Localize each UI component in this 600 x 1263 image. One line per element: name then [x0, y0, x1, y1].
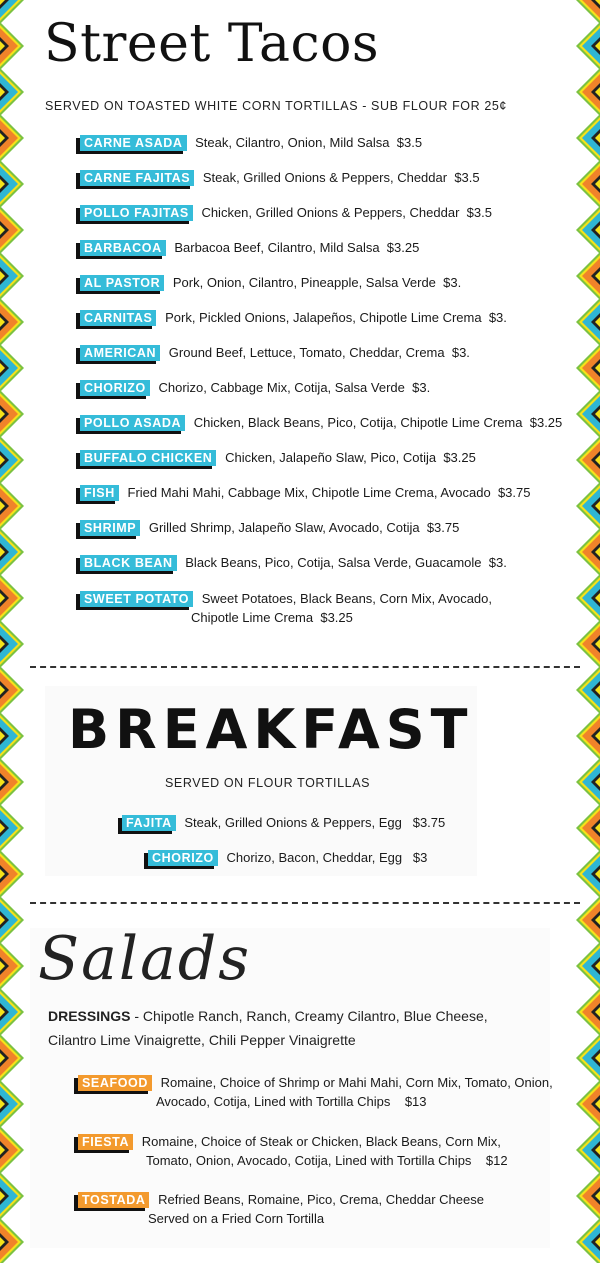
item-price: $3 [412, 850, 428, 865]
border-diamond [0, 22, 24, 70]
border-diamond [576, 206, 600, 254]
border-diamond [0, 942, 24, 990]
item-name-tag: TOSTADA [78, 1192, 149, 1208]
border-diamond [576, 436, 600, 484]
item-desc-line2 [78, 1151, 508, 1170]
menu-item [80, 413, 562, 432]
item-name-tag: BUFFALO CHICKEN [80, 450, 216, 466]
item-desc-continued: Avocado, Cotija, Lined with Tortilla Chips [156, 1094, 391, 1109]
item-desc: Refried Beans, Romaine, Pico, Crema, Cheddar Cheese [158, 1192, 484, 1207]
border-diamond [576, 1218, 600, 1263]
street-tacos-subtitle: SERVED ON TOASTED WHITE CORN TORTILLAS - SUB FLOUR FOR 25¢ [45, 99, 507, 113]
item-desc: Chorizo, Cabbage Mix, Cotija, Salsa Verde [158, 380, 405, 395]
border-diamond [0, 68, 24, 116]
border-diamond [576, 160, 600, 208]
right-decorative-border [576, 0, 600, 1263]
menu-item [80, 343, 470, 362]
item-desc: Sweet Potatoes, Black Beans, Corn Mix, Avocado, [201, 591, 492, 606]
item-desc: Romaine, Choice of Shrimp or Mahi Mahi, Corn Mix, Tomato, Onion, [160, 1075, 553, 1090]
menu-item [80, 273, 461, 292]
item-desc: Barbacoa Beef, Cilantro, Mild Salsa [174, 240, 380, 255]
menu-item [122, 813, 445, 832]
dressings-label: DRESSINGS [48, 1008, 131, 1024]
item-desc-line2 [78, 1209, 484, 1228]
salads-title: Salads [38, 924, 252, 994]
item-desc: Chicken, Black Beans, Pico, Cotija, Chipotle Lime Crema [193, 415, 523, 430]
border-diamond [576, 850, 600, 898]
border-diamond [576, 620, 600, 668]
item-price: $3.75 [497, 485, 531, 500]
item-price: $3. [488, 310, 507, 325]
border-diamond [576, 252, 600, 300]
item-price: $3.75 [412, 815, 446, 830]
item-desc: Pork, Pickled Onions, Jalapeños, Chipotle Lime Crema [165, 310, 482, 325]
item-name-tag: POLLO FAJITAS [80, 205, 193, 221]
item-desc: Steak, Grilled Onions & Peppers, Cheddar [202, 170, 448, 185]
dressings-text [48, 1004, 528, 1052]
breakfast-title: BREAKFAST [68, 698, 474, 761]
menu-item [80, 553, 507, 572]
border-diamond [576, 528, 600, 576]
item-name-tag: FISH [80, 485, 119, 501]
border-diamond [0, 436, 24, 484]
border-diamond [576, 1080, 600, 1128]
border-diamond [0, 804, 24, 852]
item-desc: Black Beans, Pico, Cotija, Salsa Verde, Guacamole [185, 555, 482, 570]
border-diamond [0, 666, 24, 714]
item-name-tag: SWEET POTATO [80, 591, 193, 607]
border-diamond [576, 1126, 600, 1174]
border-diamond [576, 1172, 600, 1220]
item-desc-continued: Tomato, Onion, Avocado, Cotija, Lined with Tortilla Chips [146, 1153, 472, 1168]
border-diamond [0, 160, 24, 208]
border-diamond [576, 712, 600, 760]
item-price: $3. [443, 275, 462, 290]
border-diamond [0, 298, 24, 346]
menu-item [78, 1073, 553, 1111]
border-diamond [576, 942, 600, 990]
border-diamond [0, 1172, 24, 1220]
item-price: $3.5 [466, 205, 492, 220]
border-diamond [0, 390, 24, 438]
item-name-tag: SHRIMP [80, 520, 140, 536]
section-divider [30, 902, 580, 904]
item-name-tag: BARBACOA [80, 240, 166, 256]
border-diamond [0, 758, 24, 806]
menu-item [80, 448, 476, 467]
menu-item [80, 168, 480, 187]
item-desc: Steak, Grilled Onions & Peppers, Egg [184, 815, 402, 830]
border-diamond [0, 712, 24, 760]
item-desc: Chorizo, Bacon, Cheddar, Egg [226, 850, 403, 865]
border-diamond [0, 206, 24, 254]
menu-item [80, 518, 459, 537]
menu-item [148, 848, 427, 867]
item-price: $3. [451, 345, 470, 360]
item-price: $13 [404, 1094, 427, 1109]
item-name-tag: CHORIZO [80, 380, 150, 396]
item-price: $3.25 [443, 450, 476, 465]
menu-item [80, 378, 430, 397]
item-price: $3.5 [454, 170, 480, 185]
menu-item [80, 133, 422, 152]
border-diamond [0, 850, 24, 898]
item-price: $3.25 [529, 415, 563, 430]
border-diamond [0, 1080, 24, 1128]
item-desc: Pork, Onion, Cilantro, Pineapple, Salsa Verde [172, 275, 436, 290]
item-desc-line2 [78, 1092, 553, 1111]
item-name-tag: SEAFOOD [78, 1075, 152, 1091]
border-diamond [0, 344, 24, 392]
border-diamond [576, 298, 600, 346]
breakfast-subtitle: SERVED ON FLOUR TORTILLAS [165, 776, 371, 790]
border-diamond [576, 114, 600, 162]
border-diamond [576, 574, 600, 622]
item-name-tag: AMERICAN [80, 345, 160, 361]
border-diamond [0, 482, 24, 530]
menu-item [80, 238, 419, 257]
border-diamond [576, 666, 600, 714]
item-price: $3.75 [426, 520, 460, 535]
item-name-tag: FIESTA [78, 1134, 133, 1150]
border-diamond [0, 1218, 24, 1263]
border-diamond [0, 0, 24, 24]
menu-item [80, 483, 531, 502]
item-desc: Fried Mahi Mahi, Cabbage Mix, Chipotle Lime Crema, Avocado [127, 485, 491, 500]
border-diamond [576, 0, 600, 24]
item-desc: Romaine, Choice of Steak or Chicken, Black Beans, Corn Mix, [141, 1134, 501, 1149]
item-desc: Grilled Shrimp, Jalapeño Slaw, Avocado, Cotija [148, 520, 420, 535]
left-decorative-border [0, 0, 24, 1263]
border-diamond [0, 114, 24, 162]
item-desc-continued: Served on a Fried Corn Tortilla [148, 1211, 325, 1226]
item-price: $3.25 [386, 240, 420, 255]
border-diamond [576, 804, 600, 852]
border-diamond [576, 344, 600, 392]
item-name-tag: POLLO ASADA [80, 415, 185, 431]
item-price: $3. [412, 380, 431, 395]
item-name-tag: AL PASTOR [80, 275, 164, 291]
section-divider [30, 666, 580, 668]
border-diamond [0, 1034, 24, 1082]
border-diamond [0, 574, 24, 622]
border-diamond [0, 988, 24, 1036]
border-diamond [0, 620, 24, 668]
item-name-tag: BLACK BEAN [80, 555, 177, 571]
street-tacos-title: Street Tacos [44, 14, 380, 74]
border-diamond [576, 22, 600, 70]
border-diamond [0, 252, 24, 300]
item-desc-continued: Chipotle Lime Crema [191, 610, 314, 625]
item-desc-line2 [80, 608, 492, 627]
item-name-tag: CARNITAS [80, 310, 156, 326]
menu-item [80, 308, 507, 327]
item-name-tag: CARNE ASADA [80, 135, 187, 151]
border-diamond [576, 68, 600, 116]
border-diamond [576, 482, 600, 530]
border-diamond [0, 528, 24, 576]
menu-item [80, 203, 492, 222]
border-diamond [0, 1126, 24, 1174]
menu-item [80, 589, 492, 627]
item-name-tag: CHORIZO [148, 850, 218, 866]
border-diamond [576, 758, 600, 806]
item-price: $3.5 [396, 135, 423, 150]
menu-item [78, 1132, 508, 1170]
border-diamond [576, 1034, 600, 1082]
item-desc: Chicken, Grilled Onions & Peppers, Cheddar [201, 205, 460, 220]
dressings-list: - Chipotle Ranch, Ranch, Creamy Cilantro, Blue Cheese, Cilantro Lime Vinaigrette, Chili Pepper Vinaigrette [48, 1008, 488, 1048]
item-name-tag: CARNE FAJITAS [80, 170, 194, 186]
item-desc: Ground Beef, Lettuce, Tomato, Cheddar, Crema [168, 345, 445, 360]
border-diamond [576, 390, 600, 438]
item-name-tag: FAJITA [122, 815, 176, 831]
menu-item [78, 1190, 484, 1228]
border-diamond [0, 896, 24, 944]
item-price: $3.25 [320, 610, 353, 625]
item-desc: Steak, Cilantro, Onion, Mild Salsa [195, 135, 390, 150]
item-price: $3. [488, 555, 507, 570]
item-price: $12 [485, 1153, 508, 1168]
item-desc: Chicken, Jalapeño Slaw, Pico, Cotija [225, 450, 437, 465]
border-diamond [576, 988, 600, 1036]
